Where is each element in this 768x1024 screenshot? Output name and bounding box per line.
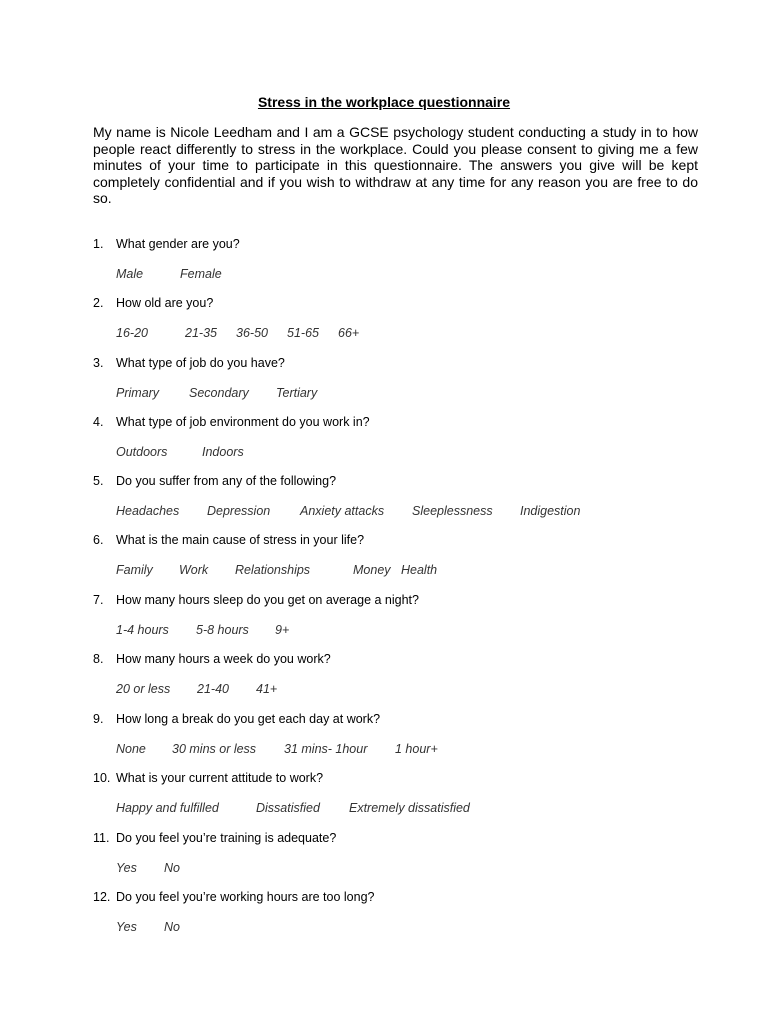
question-number: 9.: [93, 712, 104, 726]
answer-option: Male: [116, 267, 144, 281]
question-5: [93, 473, 713, 489]
question-11: [93, 830, 713, 846]
answer-option: No: [164, 920, 180, 934]
question-text: What is your current attitude to work?: [116, 771, 324, 785]
answer-option: Happy and fulfilled: [116, 801, 219, 815]
question-number: 1.: [93, 237, 104, 251]
question-text: How many hours sleep do you get on average a night?: [116, 593, 419, 607]
question-number: 6.: [93, 533, 104, 547]
answer-option: 31 mins- 1hour: [284, 742, 368, 756]
question-text: Do you feel you’re working hours are too long?: [116, 890, 375, 904]
answer-options-11: [116, 860, 716, 876]
answer-option: Health: [401, 563, 438, 577]
question-number: 2.: [93, 296, 104, 310]
question-8: [93, 651, 713, 667]
question-12: [93, 889, 713, 905]
question-text: What type of job do you have?: [116, 356, 285, 370]
answer-option: Indigestion: [520, 504, 581, 518]
answer-options-12: [116, 919, 716, 935]
answer-option: Dissatisfied: [256, 801, 320, 815]
question-text: What type of job environment do you work in?: [116, 415, 370, 429]
answer-option: Secondary: [189, 386, 249, 400]
answer-option: 20 or less: [116, 682, 171, 696]
question-text: How many hours a week do you work?: [116, 652, 331, 666]
question-text: Do you suffer from any of the following?: [116, 474, 337, 488]
question-9: [93, 711, 713, 727]
answer-options-8: [116, 681, 716, 697]
question-4: [93, 414, 713, 430]
intro-paragraph: My name is Nicole Leedham and I am a GCSE psychology student conducting a study in to how people react differently to stress in the workplace. Could you please consent to giving me a few minutes of your time to participate in this questionnaire. The answers you give will be kept completely confidential and if you wish to withdraw at any time for any reason you are free to do so.: [93, 124, 698, 206]
answer-option: 21-40: [197, 682, 229, 696]
answer-option: Extremely dissatisfied: [349, 801, 470, 815]
answer-options-4: [116, 444, 716, 460]
answer-option: 5-8 hours: [196, 623, 249, 637]
answer-options-2: [116, 325, 716, 341]
answer-option: 1 hour+: [395, 742, 438, 756]
question-text: Do you feel you’re training is adequate?: [116, 831, 337, 845]
answer-option: Outdoors: [116, 445, 168, 459]
question-3: [93, 355, 713, 371]
question-7: [93, 592, 713, 608]
answer-option: Relationships: [235, 563, 311, 577]
answer-option: 66+: [338, 326, 360, 340]
question-text: How long a break do you get each day at work?: [116, 712, 381, 726]
answer-option: 16-20: [116, 326, 148, 340]
answer-option: 9+: [275, 623, 290, 637]
answer-option: Work: [179, 563, 209, 577]
question-number: 4.: [93, 415, 104, 429]
answer-option: Sleeplessness: [412, 504, 493, 518]
answer-option: Yes: [116, 920, 137, 934]
question-list: [93, 0, 713, 1024]
answer-option: 21-35: [185, 326, 217, 340]
question-1: [93, 236, 713, 252]
question-text: What gender are you?: [116, 237, 240, 251]
document-title: Stress in the workplace questionnaire: [257, 94, 511, 110]
answer-options-3: [116, 385, 716, 401]
answer-option: 1-4 hours: [116, 623, 169, 637]
answer-option: 30 mins or less: [172, 742, 257, 756]
answer-option: Anxiety attacks: [300, 504, 385, 518]
question-number: 5.: [93, 474, 104, 488]
answer-option: Indoors: [202, 445, 244, 459]
answer-option: 51-65: [287, 326, 319, 340]
answer-option: None: [116, 742, 146, 756]
question-number: 12.: [93, 890, 111, 904]
answer-options-7: [116, 622, 716, 638]
question-number: 7.: [93, 593, 104, 607]
answer-options-5: [116, 503, 716, 519]
answer-options-10: [116, 800, 716, 816]
question-number: 3.: [93, 356, 104, 370]
answer-options-9: [116, 741, 716, 757]
question-text: How old are you?: [116, 296, 214, 310]
answer-options-6: [116, 562, 716, 578]
answer-options-1: [116, 266, 716, 282]
answer-option: Money: [353, 563, 391, 577]
question-10: [93, 770, 713, 786]
answer-option: 36-50: [236, 326, 268, 340]
answer-option: Female: [180, 267, 222, 281]
question-number: 11.: [93, 831, 110, 845]
question-2: [93, 295, 713, 311]
question-6: [93, 532, 713, 548]
answer-option: Headaches: [116, 504, 180, 518]
answer-option: No: [164, 861, 180, 875]
answer-option: 41+: [256, 682, 278, 696]
answer-option: Depression: [207, 504, 271, 518]
answer-option: Yes: [116, 861, 137, 875]
question-number: 10.: [93, 771, 111, 785]
answer-option: Tertiary: [276, 386, 318, 400]
answer-option: Primary: [116, 386, 160, 400]
question-text: What is the main cause of stress in your life?: [116, 533, 365, 547]
question-number: 8.: [93, 652, 104, 666]
answer-option: Family: [116, 563, 153, 577]
